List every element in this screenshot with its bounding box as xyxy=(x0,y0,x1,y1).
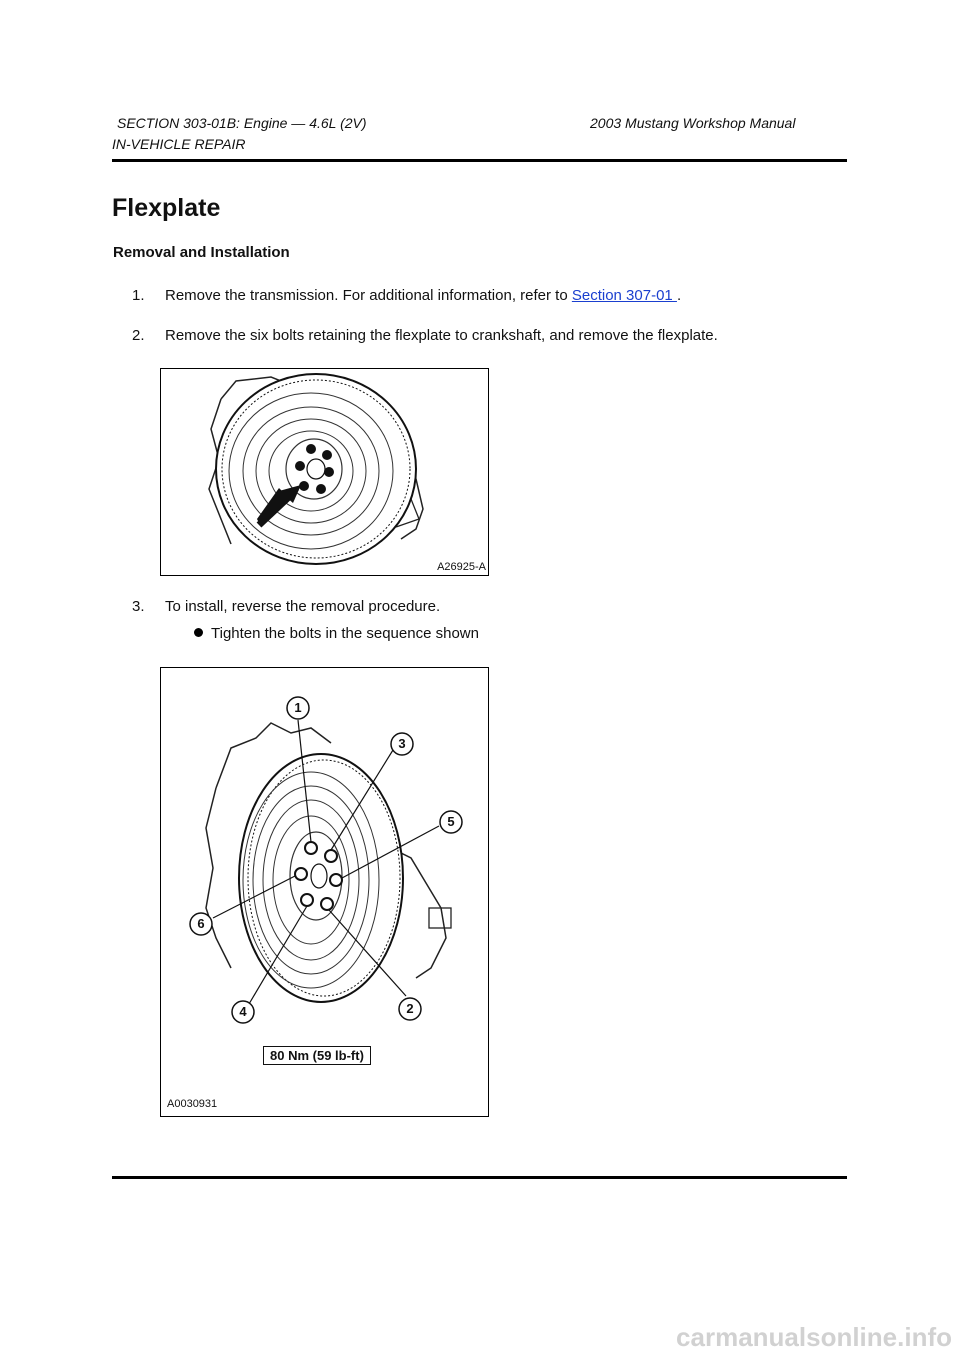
step-1 xyxy=(132,287,832,307)
header-category: IN-VEHICLE REPAIR xyxy=(112,136,246,152)
step-3-text: To install, reverse the removal procedure. xyxy=(165,598,441,615)
figure-2-code: A0030931 xyxy=(167,1098,218,1110)
header-section: SECTION 303-01B: Engine — 4.6L (2V) xyxy=(117,115,367,131)
flexplate-removal-illustration xyxy=(161,369,488,575)
bolt-sequence-figure xyxy=(160,667,489,1117)
section-307-01-link[interactable]: Section 307-01 xyxy=(571,287,677,304)
procedure-subtitle: Removal and Installation xyxy=(113,244,290,261)
step-2 xyxy=(132,327,832,347)
callout-4: 4 xyxy=(239,1004,247,1019)
step-2-text: Remove the six bolts retaining the flexplate to crankshaft, and remove the flexplate. xyxy=(165,327,718,344)
step-number: 1. xyxy=(132,287,145,304)
header-rule xyxy=(112,159,847,162)
figure-1-code: A26925-A xyxy=(437,561,486,573)
step-text xyxy=(165,287,681,304)
step-1-period: . xyxy=(676,287,682,304)
step-1-text: Remove the transmission. For additional information, refer to xyxy=(165,287,572,304)
callout-6: 6 xyxy=(197,916,205,931)
callout-5: 5 xyxy=(447,814,455,829)
step-number: 3. xyxy=(132,598,145,615)
flexplate-removal-figure xyxy=(160,368,489,576)
bolt-sequence-bullet xyxy=(194,625,479,642)
page-title: Flexplate xyxy=(112,194,221,222)
bullet-dot-icon xyxy=(194,628,203,637)
bullet-text: Tighten the bolts in the sequence shown xyxy=(211,625,479,642)
step-3 xyxy=(132,598,832,618)
footer-rule xyxy=(112,1176,847,1179)
callout-1: 1 xyxy=(294,700,302,715)
callout-2: 2 xyxy=(406,1001,414,1016)
step-number: 2. xyxy=(132,327,145,344)
header-manual-title: 2003 Mustang Workshop Manual xyxy=(590,115,796,131)
callout-3: 3 xyxy=(398,736,406,751)
watermark-text: carmanualsonline.info xyxy=(676,1322,952,1352)
torque-spec-label: 80 Nm (59 lb-ft) xyxy=(263,1046,371,1065)
